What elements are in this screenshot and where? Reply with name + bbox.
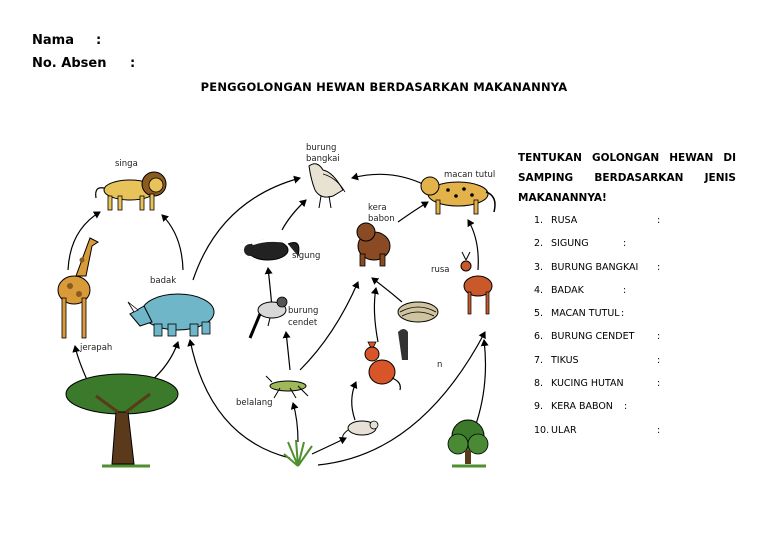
- erased-snake-area: [398, 329, 442, 370]
- question-item: [534, 331, 754, 354]
- answer-colon: :: [657, 424, 661, 436]
- baboon-illustration: [357, 223, 390, 266]
- shrike-illustration: [250, 297, 287, 338]
- question-number: 10.: [534, 424, 550, 436]
- answer-colon: :: [657, 354, 661, 366]
- answer-colon: :: [623, 238, 627, 250]
- acacia-tree-illustration: [66, 374, 178, 466]
- question-animal: RUSA: [551, 215, 578, 226]
- question-animal: MACAN TUTUL: [551, 308, 620, 320]
- grasshopper-illustration: [266, 376, 308, 398]
- snake-illustration: [398, 302, 438, 322]
- question-item: [534, 238, 754, 261]
- label-badak: badak: [150, 276, 177, 286]
- arrow-ular-to-kera: [372, 278, 402, 302]
- question-item: [534, 401, 754, 424]
- question-item: [534, 285, 754, 308]
- lion-illustration: [96, 172, 166, 210]
- arrow-grass-to-belalang: [293, 403, 298, 442]
- label-ular-fragment: n: [437, 360, 443, 370]
- deer-illustration: [461, 252, 492, 314]
- label-singa: singa: [115, 159, 138, 169]
- wildcat-illustration: [365, 342, 400, 390]
- question-animal: TIKUS: [551, 354, 579, 366]
- instruction-text: TENTUKAN GOLONGAN HEWAN DI SAMPING BERDASARKAN JENIS MAKANANNYA!: [518, 152, 736, 204]
- question-animal: ULAR: [551, 424, 577, 436]
- leopard-illustration: [421, 177, 495, 214]
- bush-illustration: [448, 420, 488, 466]
- question-item: [534, 215, 754, 238]
- answer-colon: :: [621, 308, 625, 320]
- answer-colon: :: [657, 331, 661, 343]
- rhino-illustration: [128, 294, 214, 336]
- question-list: [534, 215, 754, 448]
- name-label: Nama: [32, 33, 74, 48]
- label-macan-tutul: macan tutul: [444, 170, 496, 180]
- question-animal: KERA BABON: [551, 401, 613, 413]
- absen-colon: :: [130, 56, 136, 71]
- name-colon: :: [96, 33, 102, 48]
- page-title: PENGGOLONGAN HEWAN BERDASARKAN MAKANANNYA: [200, 80, 568, 94]
- arrow-sigung-to-burung-bangkai: [282, 200, 306, 230]
- arrow-macan-to-burung-bangkai: [352, 174, 425, 185]
- question-animal: SIGUNG: [551, 238, 589, 250]
- label-burung-bangkai-1: burung: [306, 143, 337, 153]
- question-item: [534, 378, 754, 401]
- grass-illustration: [284, 440, 312, 466]
- label-sigung: sigung: [292, 251, 321, 261]
- question-item: [534, 425, 754, 448]
- arrow-badak-to-singa: [162, 215, 183, 270]
- question-number: 8.: [534, 378, 544, 390]
- question-animal: BURUNG CENDET: [551, 331, 635, 343]
- arrow-tree-to-badak: [150, 342, 178, 382]
- question-number: 6.: [534, 331, 544, 343]
- arrow-badak-to-burung-bangkai: [193, 178, 300, 280]
- label-jerapah: jerapah: [80, 343, 113, 353]
- label-kera-babon-1: kera: [368, 203, 387, 213]
- question-animal: BADAK: [551, 284, 584, 296]
- question-number: 5.: [534, 308, 544, 320]
- label-burung-cendet-1: burung: [288, 306, 319, 316]
- question-number: 2.: [534, 238, 544, 250]
- question-number: 3.: [534, 261, 544, 273]
- question-number: 4.: [534, 284, 544, 296]
- arrow-tikus-to-kucing: [352, 382, 356, 420]
- arrow-kera-to-macan: [398, 202, 428, 222]
- label-burung-cendet-2: cendet: [288, 318, 318, 328]
- food-web-diagram: [0, 120, 510, 480]
- question-item: [534, 308, 754, 331]
- arrow-grass-to-tikus: [312, 438, 346, 454]
- answer-colon: :: [624, 401, 628, 413]
- question-animal: KUCING HUTAN: [551, 378, 624, 390]
- answer-colon: :: [657, 261, 661, 273]
- question-animal: BURUNG BANGKAI: [551, 261, 639, 273]
- question-number: 1.: [534, 215, 544, 226]
- label-burung-bangkai-2: bangkai: [306, 154, 340, 164]
- question-item: [534, 355, 754, 378]
- question-number: 7.: [534, 354, 544, 366]
- label-rusa: rusa: [431, 265, 450, 275]
- giraffe-illustration: [58, 238, 98, 338]
- answer-colon: :: [657, 215, 661, 226]
- arrow-kucing-to-kera: [374, 288, 378, 342]
- answer-colon: :: [623, 284, 627, 296]
- question-number: 9.: [534, 401, 544, 413]
- absen-label: No. Absen: [32, 56, 107, 71]
- skunk-illustration: [244, 240, 299, 260]
- vulture-illustration: [309, 164, 345, 208]
- label-belalang: belalang: [236, 398, 273, 408]
- answer-colon: :: [657, 378, 661, 390]
- label-kera-babon-2: babon: [368, 214, 395, 224]
- arrow-belalang-to-cendet: [286, 332, 290, 370]
- question-item: [534, 262, 754, 285]
- mouse-illustration: [343, 421, 378, 440]
